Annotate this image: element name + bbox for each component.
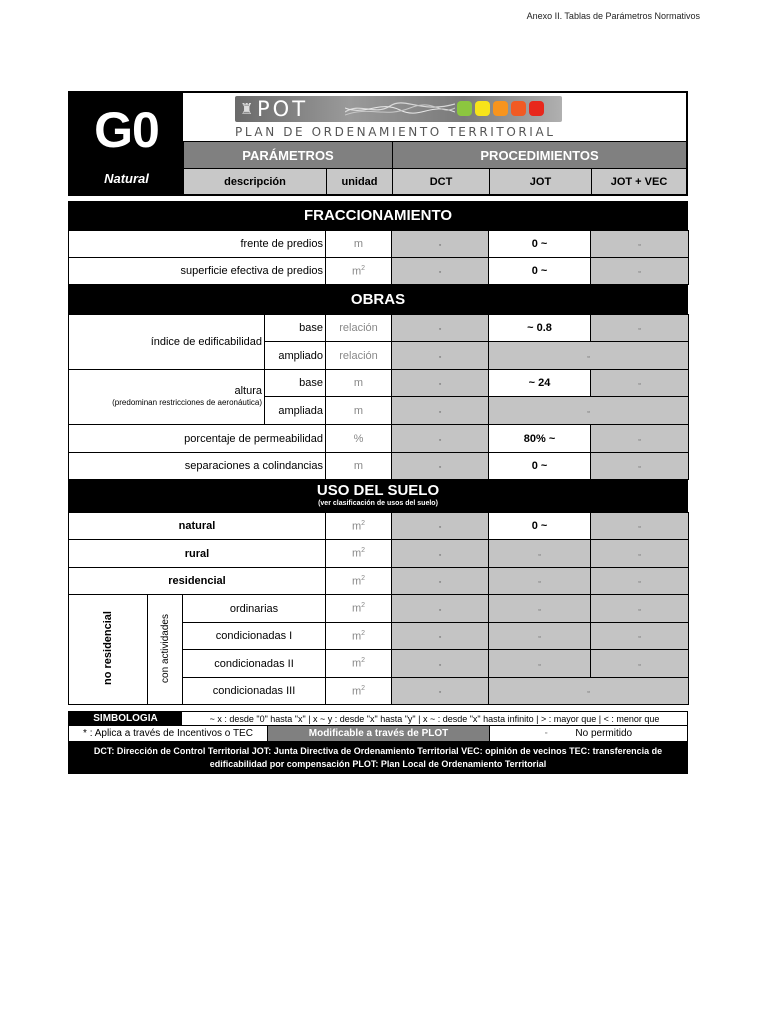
square-icon: ▫ — [638, 269, 641, 276]
legend-symbols-row — [68, 711, 688, 726]
dct-cell — [392, 540, 489, 568]
table-row — [69, 231, 689, 258]
sub-label: base — [265, 370, 326, 397]
unit-cell: $m^2$ — [326, 678, 392, 705]
row-label: condicionadas II — [183, 650, 326, 678]
jot-vec-cell — [591, 623, 689, 650]
square-icon: ▫ — [587, 353, 590, 361]
row-label: natural — [69, 513, 326, 540]
uso-suelo-title: USO DEL SUELO — [316, 482, 440, 499]
symbols-text: ~ x : desde "0" hasta "x" | x ~ y : desde "x" hasta "y" | x ~ : desde "x" hasta infinito | > : mayor que | < : menor que — [209, 713, 660, 724]
row-label: condicionadas III — [183, 678, 326, 705]
row-label: condicionadas I — [183, 623, 326, 650]
unit-cell: $m^2$ — [326, 568, 392, 595]
unit-cell: $m^2$ — [326, 258, 392, 285]
sub-label: base — [265, 315, 326, 342]
square-icon: ▫ — [438, 524, 442, 531]
square-icon: ▫ — [638, 551, 641, 559]
uso-suelo-table — [68, 512, 689, 705]
square-icon: ▫ — [638, 661, 641, 669]
waves-graphic — [345, 100, 455, 118]
no-residencial-cell — [69, 595, 148, 705]
pot-logo — [183, 93, 686, 141]
jot-vec-cell — [591, 315, 689, 342]
altura-label: altura — [234, 385, 262, 397]
unit-cell: $m^2$ — [326, 513, 392, 540]
color-dots — [457, 101, 544, 116]
modificable-key: Modificable a través de PLOT — [268, 726, 490, 741]
abbreviations: DCT: Dirección de Control Territorial JOT: Junta Directiva de Ordenamiento Territorial VEC: opinión de vecinos TEC: transferencia de edificabilidad por compensación PLOT: Plan Local de Ordenamiento Territorial — [68, 742, 688, 774]
square-icon: ▫ — [438, 689, 442, 696]
dct-cell — [392, 453, 489, 480]
unit-cell: relación — [326, 315, 392, 342]
square-icon: ▫ — [538, 579, 541, 586]
table-row — [69, 315, 689, 342]
shield-icon: ♜ — [240, 101, 254, 118]
square-icon: ▫ — [538, 551, 541, 559]
logo-bar — [235, 96, 562, 122]
sub-label: ampliada — [265, 397, 326, 425]
sub-label: ampliado — [265, 342, 326, 370]
square-icon: ▫ — [438, 634, 442, 641]
dct-cell — [392, 258, 489, 285]
square-icon: ▫ — [587, 408, 590, 416]
obras-table — [68, 314, 689, 480]
jot-vec-cell — [591, 453, 689, 480]
dot-orange-red — [511, 101, 526, 116]
jot-vec-cell — [591, 370, 689, 397]
table-row — [69, 370, 689, 397]
jot-cell: ~ 0.8 — [489, 315, 591, 342]
square-icon: ▫ — [638, 524, 641, 531]
table-row — [69, 425, 689, 453]
square-icon: ▫ — [538, 661, 541, 669]
descripcion-header: descripción — [183, 168, 326, 194]
uso-suelo-note: (ver clasificación de usos del suelo) — [318, 500, 438, 507]
section-fraccionamiento: FRACCIONAMIENTO — [68, 201, 688, 230]
unit-cell: m — [326, 397, 392, 425]
logo-text: POT — [257, 97, 309, 121]
zone-name: Natural — [104, 171, 149, 186]
square-icon: ▫ — [638, 381, 641, 388]
square-icon: ▫ — [538, 606, 541, 614]
jot-cell: 0 ~ — [489, 231, 591, 258]
jot-cell: 0 ~ — [489, 258, 591, 285]
dct-cell — [392, 650, 489, 678]
zone-box — [70, 93, 183, 194]
jot-vec-cell — [591, 595, 689, 623]
dct-cell — [392, 595, 489, 623]
logo-subtitle: PLAN DE ORDENAMIENTO TERRITORIAL — [235, 125, 556, 139]
unit-cell: $m^2$ — [326, 650, 392, 678]
unit-cell: m — [326, 370, 392, 397]
square-icon: ▫ — [438, 464, 442, 471]
parametros-header: PARÁMETROS — [183, 141, 392, 168]
row-label: porcentaje de permeabilidad — [69, 425, 326, 453]
no-residencial-label: no residencial — [102, 611, 114, 685]
jot-cell — [489, 540, 591, 568]
con-actividades-label: con actividades — [159, 613, 171, 683]
square-icon: ▫ — [438, 606, 442, 614]
table-row — [69, 453, 689, 480]
row-label: residencial — [69, 568, 326, 595]
jot-vec-cell — [591, 231, 689, 258]
jot-merged-cell — [489, 678, 689, 705]
altura-note: (predominan restricciones de aeronáutica) — [112, 398, 262, 407]
page-header: Anexo II. Tablas de Parámetros Normativos — [526, 11, 700, 21]
unidad-header: unidad — [326, 168, 392, 194]
row-label: rural — [69, 540, 326, 568]
dct-header: DCT — [392, 168, 489, 194]
legend-key-row — [68, 726, 688, 742]
jot-vec-cell — [591, 650, 689, 678]
square-icon: ▫ — [587, 689, 590, 696]
square-icon: ▫ — [638, 242, 641, 249]
table-row — [69, 568, 689, 595]
square-icon: ▫ — [438, 579, 442, 586]
jot-vec-cell — [591, 540, 689, 568]
jot-cell: 0 ~ — [489, 513, 591, 540]
jot-merged-cell — [489, 397, 689, 425]
dct-cell — [392, 315, 489, 342]
jot-vec-cell — [591, 258, 689, 285]
row-label — [69, 370, 265, 425]
dct-cell — [392, 231, 489, 258]
jot-cell — [489, 623, 591, 650]
unit-cell: m — [326, 231, 392, 258]
dct-cell — [392, 342, 489, 370]
table-row — [69, 258, 689, 285]
row-label: índice de edificabilidad — [69, 315, 265, 370]
jot-cell — [489, 650, 591, 678]
jot-cell — [489, 595, 591, 623]
header-row-groups — [183, 141, 686, 168]
square-icon: ▫ — [544, 730, 548, 737]
unit-cell: relación — [326, 342, 392, 370]
jot-vec-header: JOT + VEC — [591, 168, 686, 194]
no-permitido-key — [490, 726, 687, 741]
dot-red — [529, 101, 544, 116]
no-permitido-label: No permitido — [575, 728, 633, 739]
dct-cell — [392, 678, 489, 705]
dct-cell — [392, 568, 489, 595]
square-icon: ▫ — [638, 606, 641, 614]
row-label: separaciones a colindancias — [69, 453, 326, 480]
dot-green — [457, 101, 472, 116]
header-row-columns — [183, 168, 686, 194]
square-icon: ▫ — [438, 269, 442, 276]
dct-cell — [392, 623, 489, 650]
square-icon: ▫ — [438, 436, 442, 444]
row-label: superficie efectiva de predios — [69, 258, 326, 285]
dct-cell — [392, 513, 489, 540]
jot-merged-cell — [489, 342, 689, 370]
unit-cell: m — [326, 453, 392, 480]
jot-cell: 0 ~ — [489, 453, 591, 480]
unit-cell: $m^2$ — [326, 623, 392, 650]
zone-code: G0 — [94, 102, 159, 158]
legend — [68, 711, 688, 774]
table-row — [69, 595, 689, 623]
section-obras: OBRAS — [68, 285, 688, 314]
unit-cell: % — [326, 425, 392, 453]
jot-vec-cell — [591, 513, 689, 540]
dct-cell — [392, 425, 489, 453]
dct-cell — [392, 397, 489, 425]
square-icon: ▫ — [438, 326, 442, 333]
procedimientos-header: PROCEDIMIENTOS — [392, 141, 686, 168]
square-icon: ▫ — [438, 381, 442, 388]
square-icon: ▫ — [638, 634, 641, 641]
jot-cell: 80% ~ — [489, 425, 591, 453]
sheet-header — [68, 91, 688, 196]
jot-vec-cell — [591, 425, 689, 453]
square-icon: ▫ — [638, 436, 641, 444]
jot-cell — [489, 568, 591, 595]
section-uso-suelo — [68, 480, 688, 512]
jot-vec-cell — [591, 568, 689, 595]
incentivos-note: * : Aplica a través de Incentivos o TEC — [69, 726, 268, 741]
fraccionamiento-table — [68, 230, 689, 285]
parameters-sheet — [68, 91, 688, 774]
square-icon: ▫ — [538, 634, 541, 641]
row-label: ordinarias — [183, 595, 326, 623]
jot-header: JOT — [489, 168, 591, 194]
simbologia-label: SIMBOLOGIA — [69, 712, 182, 725]
square-icon: ▫ — [438, 242, 442, 249]
square-icon: ▫ — [638, 464, 641, 471]
unit-cell: $m^2$ — [326, 540, 392, 568]
unit-cell: $m^2$ — [326, 595, 392, 623]
table-row — [69, 513, 689, 540]
square-icon: ▫ — [438, 551, 442, 559]
table-row — [69, 540, 689, 568]
square-icon: ▫ — [438, 353, 442, 361]
square-icon: ▫ — [638, 579, 641, 586]
dot-orange — [493, 101, 508, 116]
dct-cell — [392, 370, 489, 397]
square-icon: ▫ — [438, 661, 442, 669]
row-label: frente de predios — [69, 231, 326, 258]
con-actividades-cell — [148, 595, 183, 705]
dot-yellow — [475, 101, 490, 116]
square-icon: ▫ — [438, 408, 442, 416]
jot-cell: ~ 24 — [489, 370, 591, 397]
square-icon: ▫ — [638, 326, 641, 333]
